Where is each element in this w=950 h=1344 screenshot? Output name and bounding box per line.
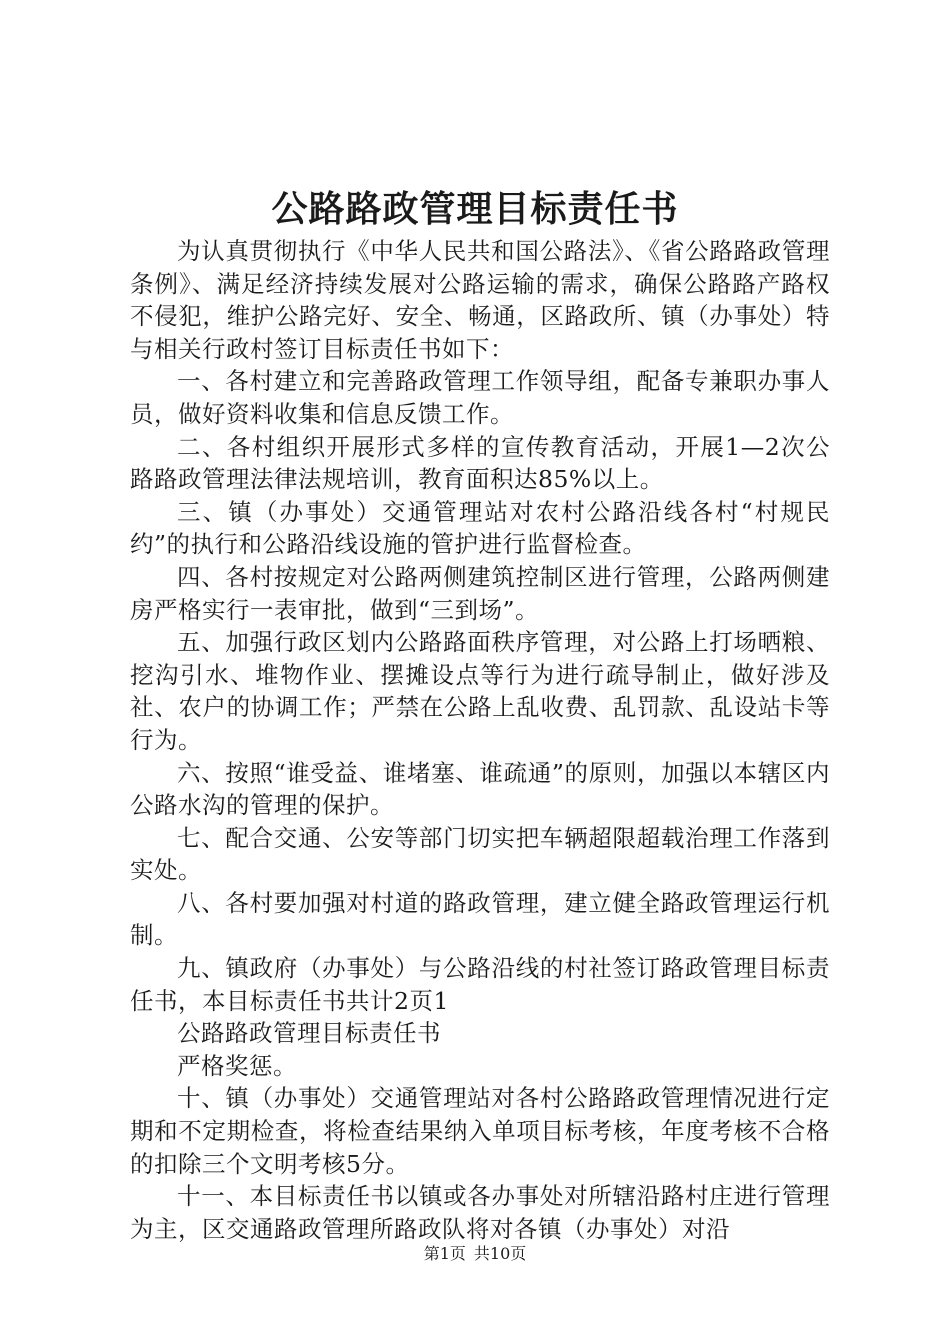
page-total: 共10页 xyxy=(473,1244,527,1263)
document-body xyxy=(130,235,830,1245)
paragraph-item-10: 十、镇（办事处）交通管理站对各村公路路政管理情况进行定期和不定期检查，将检查结果纳入单项目标考核，年度考核不合格的扣除三个文明考核5分。 xyxy=(130,1084,830,1178)
page-footer xyxy=(0,1243,950,1265)
paragraph-item-6: 六、按照“谁受益、谁堵塞、谁疏通”的原则，加强以本辖区内公路水沟的管理的保护。 xyxy=(130,758,830,820)
paragraph-repeated-title: 公路路政管理目标责任书 xyxy=(177,1019,441,1048)
paragraph-item-8: 八、各村要加强对村道的路政管理，建立健全路政管理运行机制。 xyxy=(130,888,830,950)
paragraph-continuation: 严格奖惩。 xyxy=(177,1051,297,1080)
paragraph-intro: 为认真贯彻执行《中华人民共和国公路法》、《省公路路政管理条例》、满足经济持续发展对公路运输的需求，确保公路路产路权不侵犯，维护公路完好、安全、畅通，区路政所、镇（办事处）特与相关行政村签订目标责任书如下： xyxy=(130,237,830,363)
paragraph-item-5: 五、加强行政区划内公路路面秩序管理，对公路上打场晒粮、挖沟引水、堆物作业、摆摊设点等行为进行疏导制止，做好涉及社、农户的协调工作；严禁在公路上乱收费、乱罚款、乱设站卡等行为。 xyxy=(130,628,830,754)
document-title: 公路路政管理目标责任书 xyxy=(271,188,679,230)
paragraph-item-9: 九、镇政府（办事处）与公路沿线的村社签订路政管理目标责任书，本目标责任书共计2页1 xyxy=(130,954,830,1015)
paragraph-item-11: 十一、本目标责任书以镇或各办事处对所辖沿路村庄进行管理为主，区交通路政管理所路政队将对各镇（办事处）对沿 xyxy=(130,1182,830,1243)
page-number: 第1页 xyxy=(423,1244,466,1263)
paragraph-item-4: 四、各村按规定对公路两侧建筑控制区进行管理，公路两侧建房严格实行一表审批，做到“三到场”。 xyxy=(130,562,830,624)
paragraph-item-3: 三、镇（办事处）交通管理站对农村公路沿线各村“村规民约”的执行和公路沿线设施的管护进行监督检查。 xyxy=(130,497,830,559)
paragraph-item-2: 二、各村组织开展形式多样的宣传教育活动，开展1—2次公路路政管理法律法规培训，教育面积达85%以上。 xyxy=(130,432,830,494)
paragraph-item-1: 一、各村建立和完善路政管理工作领导组，配备专兼职办事人员，做好资料收集和信息反馈工作。 xyxy=(130,367,830,428)
paragraph-item-7: 七、配合交通、公安等部门切实把车辆超限超载治理工作落到实处。 xyxy=(130,823,830,885)
